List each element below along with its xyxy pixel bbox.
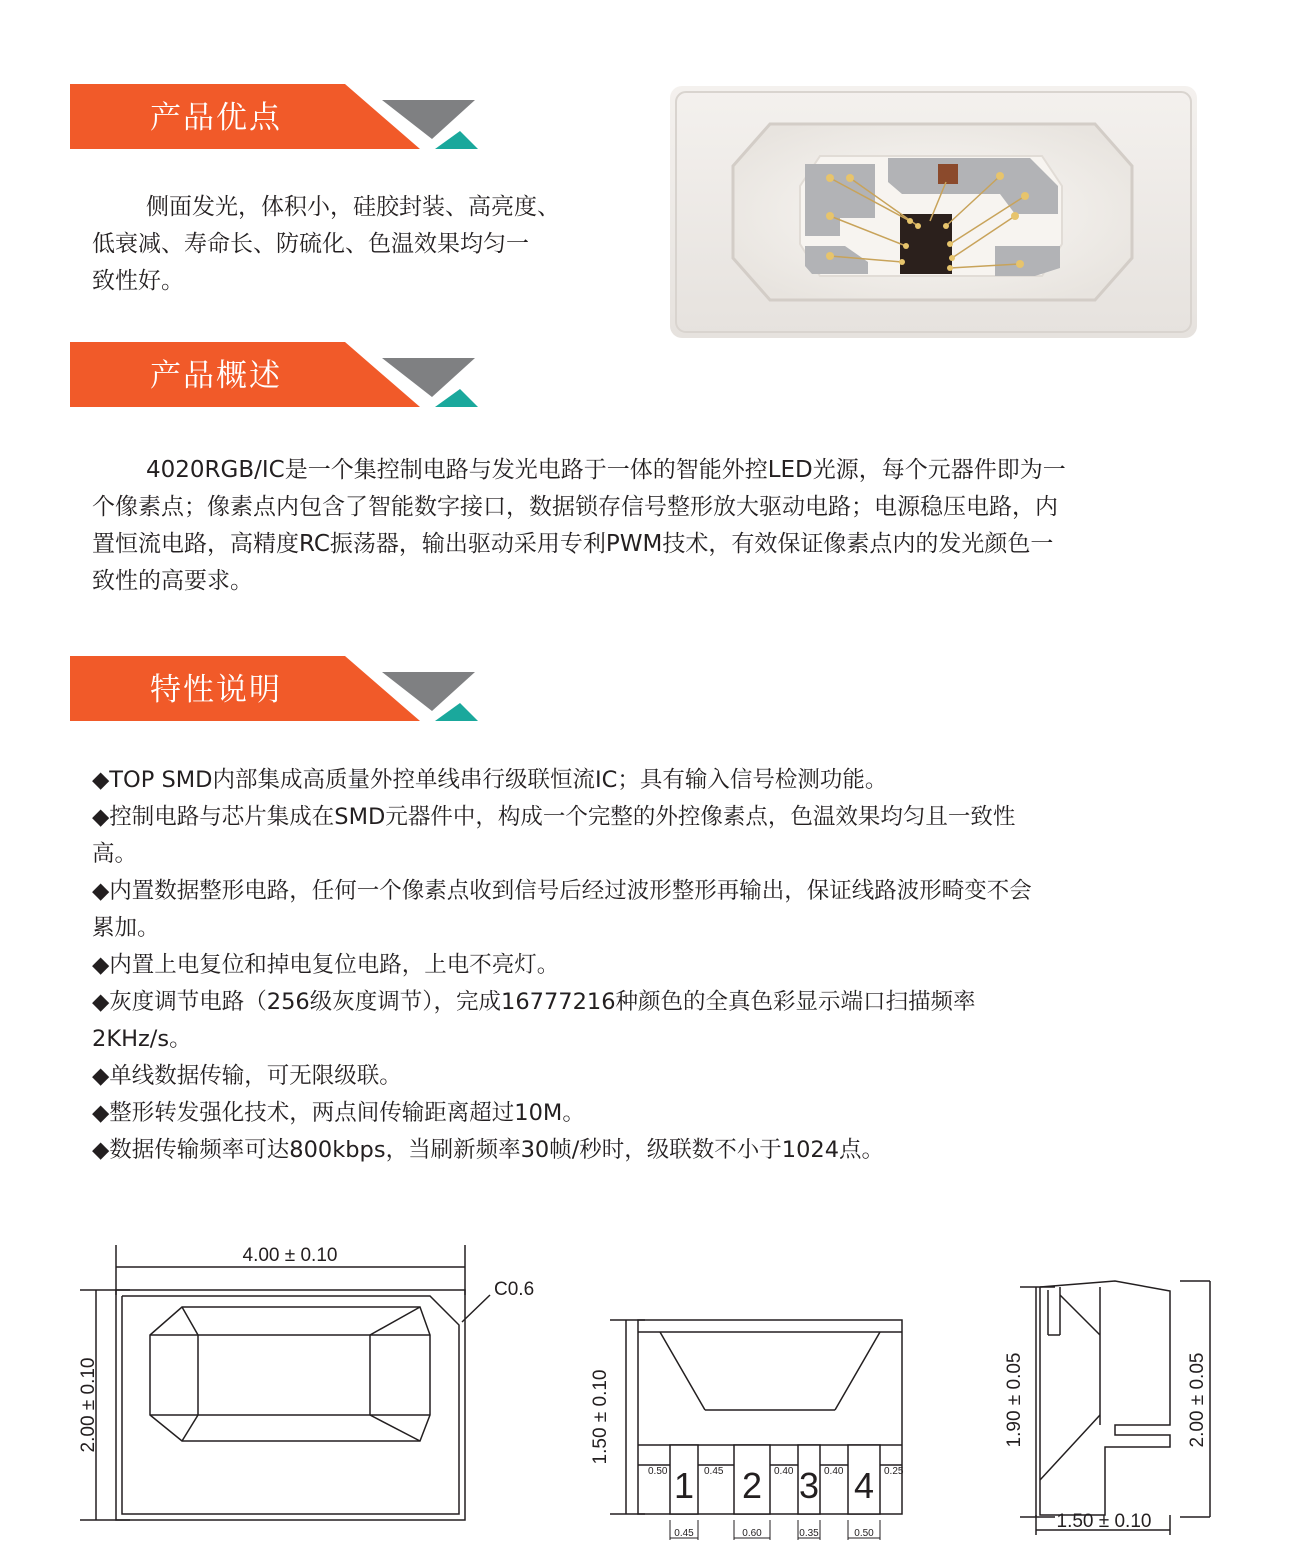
feature-item: 2KHz/s。	[92, 1026, 192, 1052]
feature-item: 高。	[92, 841, 138, 867]
pad-width-label: 0.50	[854, 1528, 874, 1539]
pad-width-label: 0.35	[799, 1528, 819, 1539]
section-header-features	[70, 656, 490, 726]
overview-text	[92, 452, 1212, 600]
side-view-drawing	[1000, 1275, 1230, 1535]
feature-item: ◆内置上电复位和掉电复位电路，上电不亮灯。	[92, 952, 560, 978]
height-dimension-left: 1.90 ± 0.05	[1004, 1352, 1025, 1448]
gap-label: 0.40	[824, 1466, 844, 1477]
gap-label: 0.40	[774, 1466, 794, 1477]
pad-width-label: 0.45	[674, 1528, 694, 1539]
gap-label: 0.50	[648, 1466, 668, 1477]
width-dimension: 4.00 ± 0.10	[242, 1245, 338, 1266]
feature-item: ◆灰度调节电路（256级灰度调节），完成16777216种颜色的全真色彩显示端口扫描频率	[92, 989, 976, 1015]
section-header-advantages	[70, 84, 490, 154]
feature-item: ◆单线数据传输，可无限级联。	[92, 1063, 402, 1089]
pin-number: 2	[741, 1465, 763, 1506]
text-line: 个像素点；像素点内包含了智能数字接口，数据锁存信号整形放大驱动电路；电源稳压电路，内	[92, 494, 1058, 520]
pin-number: 3	[798, 1465, 820, 1506]
feature-item: ◆TOP SMD内部集成高质量外控单线串行级联恒流IC；具有输入信号检测功能。	[92, 767, 888, 793]
feature-list	[92, 762, 1207, 1169]
gap-label: 0.25	[884, 1466, 904, 1477]
pad-width-label: 0.60	[742, 1528, 762, 1539]
text-line: 侧面发光，体积小，硅胶封装、高亮度、	[146, 194, 560, 220]
text-line: 低衰减、寿命长、防硫化、色温效果均匀一	[92, 231, 529, 257]
advantages-text	[92, 189, 652, 300]
feature-item: ◆整形转发强化技术，两点间传输距离超过10M。	[92, 1100, 585, 1126]
feature-item: ◆数据传输频率可达800kbps，当刷新频率30帧/秒时，级联数不小于1024点。	[92, 1137, 885, 1163]
chamfer-label: C0.6	[494, 1279, 535, 1300]
height-dimension: 2.00 ± 0.10	[78, 1357, 99, 1453]
section-title: 产品优点	[150, 100, 282, 136]
feature-item: 累加。	[92, 915, 160, 941]
height-dimension-right: 2.00 ± 0.05	[1187, 1352, 1208, 1448]
pin-number: 4	[853, 1465, 875, 1506]
text-line: 4020RGB/IC是一个集控制电路与发光电路于一体的智能外控LED光源，每个元器件即为一	[146, 457, 1066, 483]
top-view-drawing	[70, 1235, 550, 1535]
section-header-overview	[70, 342, 490, 412]
text-line: 置恒流电路，高精度RC振荡器，输出驱动采用专利PWM技术，有效保证像素点内的发光颜色一	[92, 531, 1054, 557]
height-dimension: 1.50 ± 0.10	[590, 1369, 611, 1465]
pin-group	[670, 1445, 880, 1540]
gap-label: 0.45	[704, 1466, 724, 1477]
pin-number: 1	[673, 1465, 695, 1506]
text-line: 致性好。	[92, 268, 184, 294]
section-title: 特性说明	[150, 672, 282, 708]
section-title: 产品概述	[150, 358, 282, 394]
feature-item: ◆控制电路与芯片集成在SMD元器件中，构成一个完整的外控像素点，色温效果均匀且一致性	[92, 804, 1016, 830]
width-dimension: 1.50 ± 0.10	[1056, 1511, 1152, 1532]
feature-item: ◆内置数据整形电路，任何一个像素点收到信号后经过波形整形再输出，保证线路波形畸变不会	[92, 878, 1032, 904]
text-line: 致性的高要求。	[92, 568, 253, 594]
pin-view-drawing	[590, 1310, 930, 1540]
product-photo	[670, 86, 1197, 338]
